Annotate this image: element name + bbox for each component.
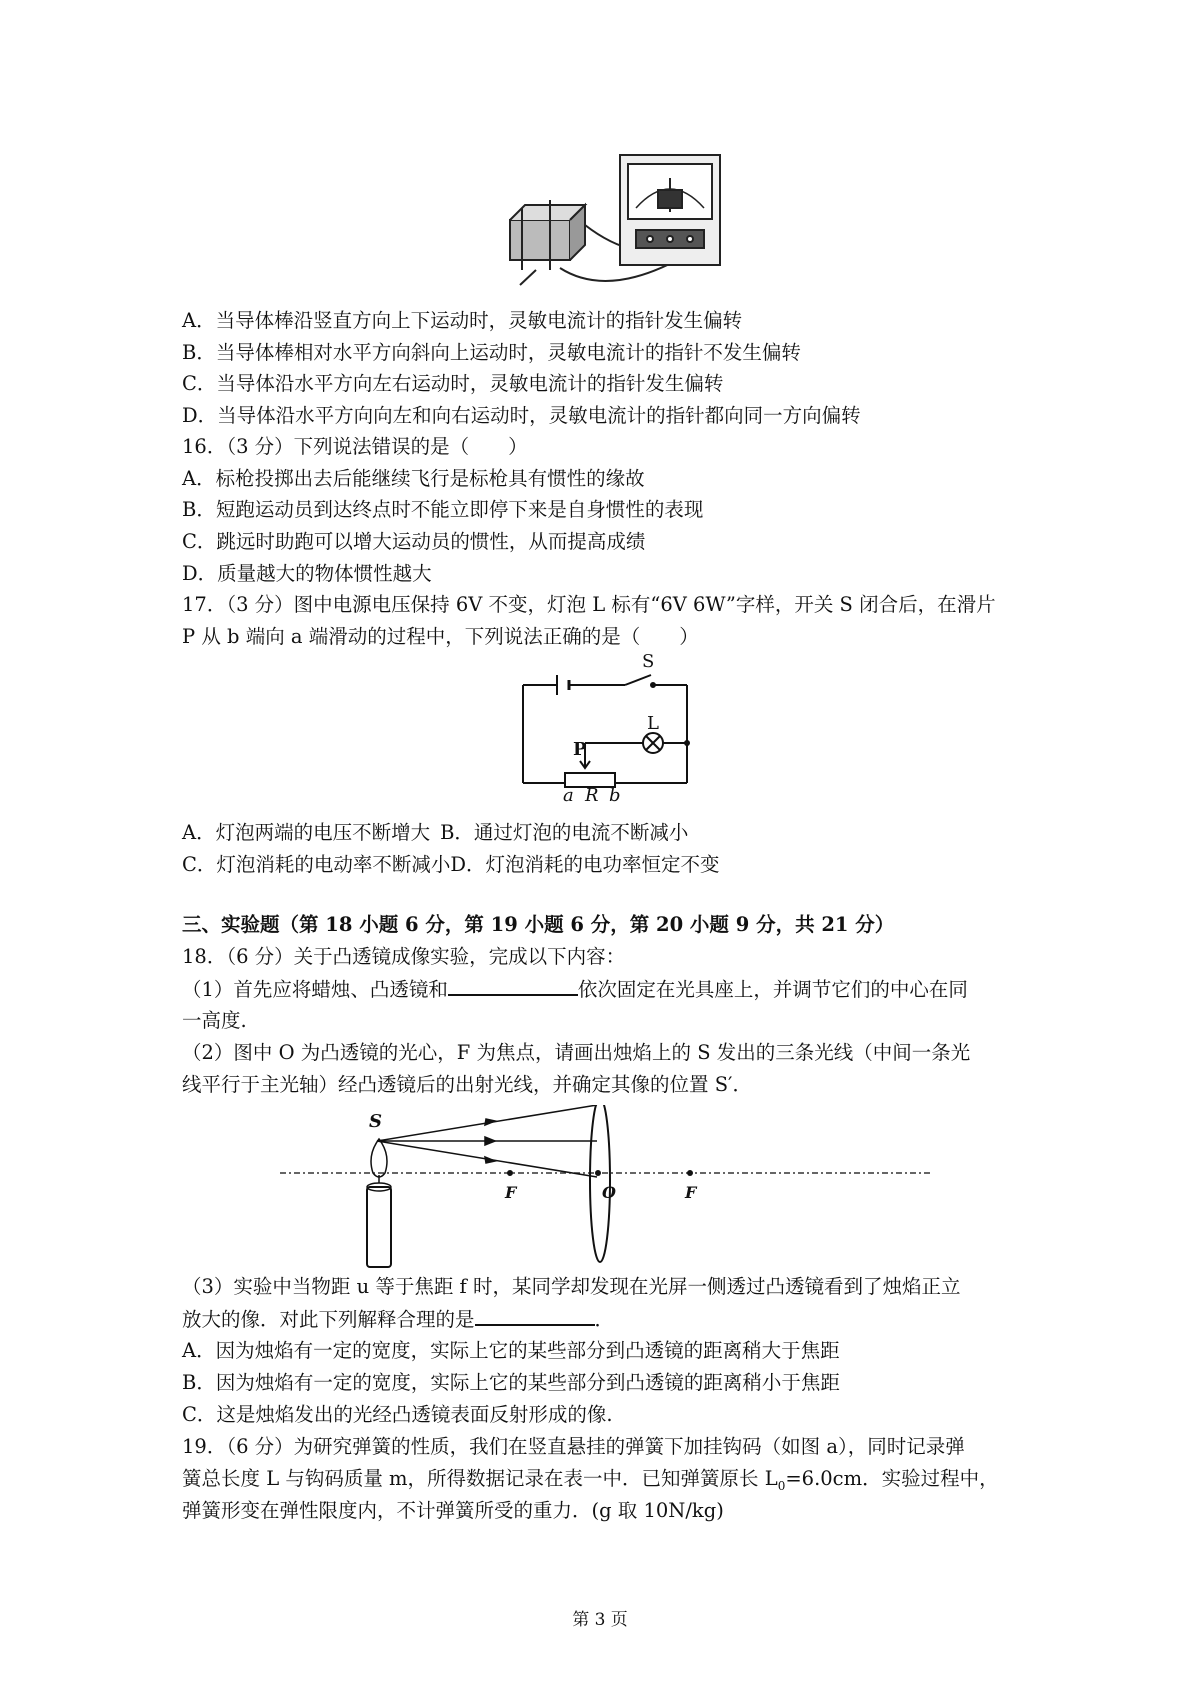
circuit-label-switch: S: [642, 651, 655, 672]
q19-line2-text-b: =6.0cm．实验过程中，: [785, 1467, 999, 1490]
q17-stem-line1: 17．（3 分）图中电源电压保持 6V 不变，灯泡 L 标有“6V 6W”字样，开关 S 闭合后，在滑片: [182, 593, 996, 616]
q18-part2-b: 线平行于主光轴）经凸透镜后的出射光线，并确定其像的位置 S′．: [182, 1073, 752, 1096]
circuit-diagram-figure: [515, 651, 695, 806]
q16-option-d: D．质量越大的物体惯性越大: [182, 562, 432, 585]
q17-options-row2: [182, 850, 720, 880]
q18-option-c: C．这是烛焰发出的光经凸透镜表面反射形成的像.: [182, 1403, 613, 1426]
circuit-label-a: a: [563, 785, 574, 806]
q15-option-d: D．当导体沿水平方向向左和向右运动时，灵敏电流计的指针都向同一方向偏转: [182, 404, 861, 427]
galvanometer-apparatus-figure: [500, 150, 740, 300]
q19-line1: 19．（6 分）为研究弹簧的性质，我们在竖直悬挂的弹簧下加挂钩码（如图 a），同时记录弹: [182, 1435, 965, 1458]
q15-option-a: A．当导体棒沿竖直方向上下运动时，灵敏电流计的指针发生偏转: [182, 309, 743, 332]
lens-label-s: S: [369, 1111, 382, 1132]
q18-part2-a: （2）图中 O 为凸透镜的光心，F 为焦点，请画出烛焰上的 S 发出的三条光线（中间一条光: [182, 1041, 971, 1064]
q18-option-a: A．因为烛焰有一定的宽度，实际上它的某些部分到凸透镜的距离稍大于焦距: [182, 1339, 840, 1362]
circuit-label-r: R: [585, 785, 599, 806]
convex-lens-figure: [275, 1105, 935, 1270]
q16-option-b: B．短跑运动员到达终点时不能立即停下来是自身惯性的表现: [182, 498, 704, 521]
circuit-label-b: b: [609, 785, 621, 806]
q16-stem: 16．（3 分）下列说法错误的是（ ）: [182, 435, 528, 458]
q17-option-b: B．通过灯泡的电流不断减小: [440, 821, 689, 844]
q15-option-b: B．当导体棒相对水平方向斜向上运动时，灵敏电流计的指针不发生偏转: [182, 341, 801, 364]
q18-answer-blank-1[interactable]: [448, 974, 578, 996]
page-number: 第 3 页: [572, 1610, 628, 1630]
q18-part1-cont: 一高度.: [182, 1009, 247, 1032]
circuit-label-slider: P: [573, 739, 587, 760]
q18-part3-end: ．: [594, 1308, 615, 1331]
q17-option-d: D．灯泡消耗的电功率恒定不变: [450, 853, 720, 876]
q17-stem-line2: P 从 b 端向 a 端滑动的过程中，下列说法正确的是（ ）: [182, 625, 699, 648]
q18-part1-text-a: （1）首先应将蜡烛、凸透镜和: [182, 978, 448, 1001]
q19-line3: 弹簧形变在弹性限度内，不计弹簧所受的重力．(g 取 10N/kg): [182, 1499, 724, 1522]
section-heading: 三、实验题（第 18 小题 6 分，第 19 小题 6 分，第 20 小题 9 分，共 21 分）: [182, 913, 895, 936]
q17-option-a: A．灯泡两端的电压不断增大: [182, 821, 431, 844]
q18-part3-text: 放大的像．对此下列解释合理的是: [182, 1308, 475, 1331]
circuit-label-lamp: L: [647, 713, 659, 734]
q19-subscript: 0: [777, 1478, 786, 1493]
q18-part3-b: [182, 1304, 614, 1335]
q16-option-c: C．跳远时助跑可以增大运动员的惯性，从而提高成绩: [182, 530, 646, 553]
q18-part1-text-b: 依次固定在光具座上，并调节它们的中心在同: [577, 978, 968, 1001]
q18-answer-blank-2[interactable]: [475, 1304, 595, 1326]
q18-stem: 18．（6 分）关于凸透镜成像实验，完成以下内容：: [182, 945, 626, 968]
lens-label-f-left: F: [505, 1183, 517, 1202]
lens-label-o: O: [602, 1183, 616, 1202]
q17-option-c: C．灯泡消耗的电动率不断减小: [182, 853, 451, 876]
q15-option-c: C．当导体沿水平方向左右运动时，灵敏电流计的指针发生偏转: [182, 372, 724, 395]
q18-option-b: B．因为烛焰有一定的宽度，实际上它的某些部分到凸透镜的距离稍小于焦距: [182, 1371, 840, 1394]
lens-label-f-right: F: [685, 1183, 697, 1202]
q19-line2-text-a: 簧总长度 L 与钩码质量 m，所得数据记录在表一中．已知弹簧原长 L: [182, 1467, 778, 1490]
q18-part3-a: （3）实验中当物距 u 等于焦距 f 时，某同学却发现在光屏一侧透过凸透镜看到了烛焰正立: [182, 1275, 961, 1298]
q17-options-row1: [182, 818, 688, 848]
q18-part1: [182, 974, 968, 1005]
q16-option-a: A．标枪投掷出去后能继续飞行是标枪具有惯性的缘故: [182, 467, 645, 490]
